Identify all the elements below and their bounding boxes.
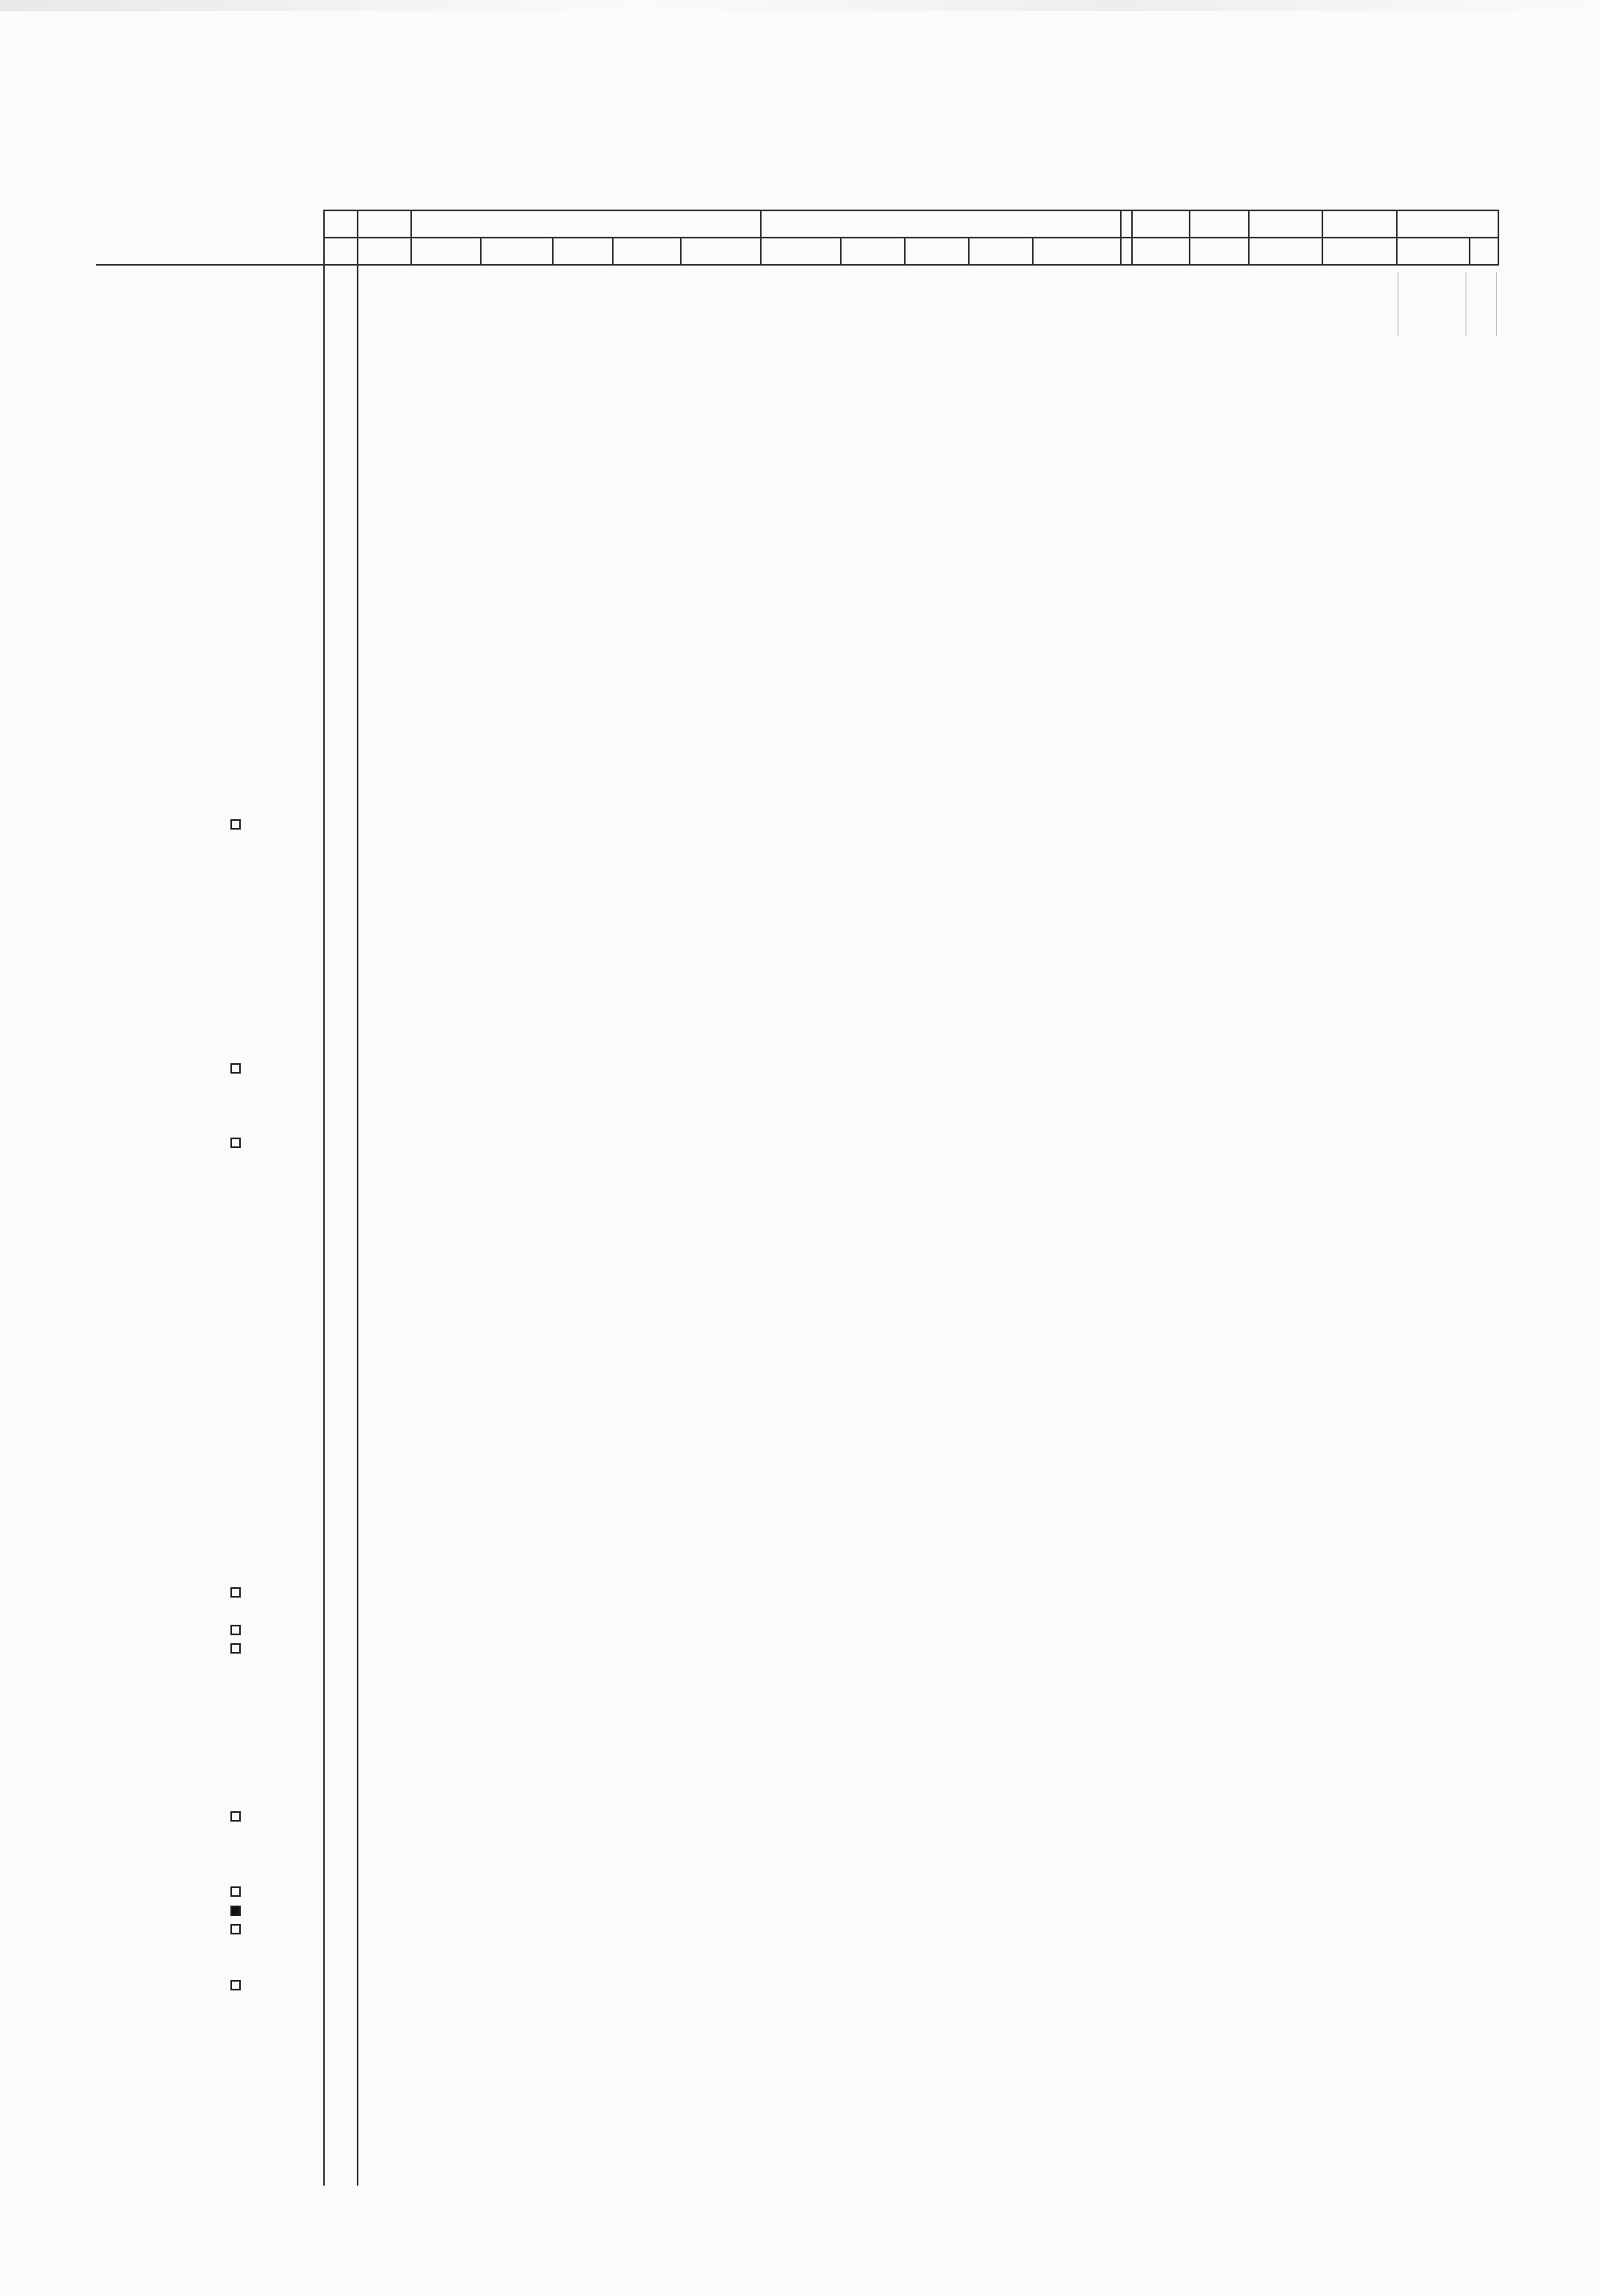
station-row [0, 1398, 1600, 1416]
station-row [0, 368, 1600, 386]
station-row [0, 1603, 1600, 1622]
square-icon [230, 1643, 241, 1654]
square-icon [230, 1811, 241, 1822]
station-row [0, 536, 1600, 554]
station-row [0, 966, 1600, 985]
station-row [0, 1660, 1600, 1678]
station-row [0, 1322, 1600, 1341]
station-row [0, 1229, 1600, 1247]
station-row [0, 667, 1600, 686]
station-row [0, 986, 1600, 1004]
station-row [0, 630, 1600, 648]
station-row [0, 1154, 1600, 1172]
station-row [0, 1491, 1600, 1510]
square-icon [230, 1980, 241, 1990]
station-row [0, 1903, 1600, 1922]
station-row [0, 1117, 1600, 1135]
station-row [0, 948, 1600, 966]
station-row [0, 1809, 1600, 1827]
station-row [0, 1098, 1600, 1116]
station-row [0, 330, 1600, 349]
station-row [0, 1697, 1600, 1715]
square-icon [230, 1924, 241, 1934]
station-row [0, 1304, 1600, 1322]
station-row [0, 1042, 1600, 1060]
station-row [0, 443, 1600, 462]
station-row [0, 406, 1600, 424]
filled-square-icon [230, 1906, 241, 1916]
station-row [0, 892, 1600, 910]
station-row [0, 1135, 1600, 1154]
station-row [0, 1716, 1600, 1734]
station-row [0, 1547, 1600, 1566]
station-row [0, 611, 1600, 630]
square-icon [230, 1886, 241, 1897]
station-row [0, 1173, 1600, 1191]
station-row [0, 1285, 1600, 1303]
square-icon [230, 819, 241, 830]
station-row [0, 817, 1600, 835]
station-row [0, 649, 1600, 667]
station-row [0, 1378, 1600, 1397]
station-row [0, 1210, 1600, 1229]
station-row [0, 1454, 1600, 1472]
station-row [0, 293, 1600, 311]
station-row [0, 480, 1600, 498]
station-row [0, 312, 1600, 330]
station-row [0, 1585, 1600, 1603]
station-row [0, 274, 1600, 293]
station-row [0, 1641, 1600, 1659]
square-icon [230, 1063, 241, 1074]
station-row [0, 1828, 1600, 1846]
station-row [0, 1510, 1600, 1528]
station-row [0, 1023, 1600, 1042]
station-row [0, 836, 1600, 854]
station-row [0, 424, 1600, 442]
scan-edge-artifact [0, 0, 1600, 11]
station-row [0, 1959, 1600, 1978]
station-row [0, 1622, 1600, 1641]
station-row [0, 1790, 1600, 1809]
station-row [0, 1435, 1600, 1454]
station-row [0, 1866, 1600, 1884]
station-row [0, 1884, 1600, 1902]
station-row [0, 1061, 1600, 1079]
station-row [0, 1922, 1600, 1940]
station-row [0, 1566, 1600, 1584]
station-row [0, 1846, 1600, 1865]
station-row [0, 686, 1600, 705]
station-row [0, 518, 1600, 536]
station-row [0, 1416, 1600, 1434]
station-row [0, 1734, 1600, 1753]
station-row [0, 874, 1600, 892]
station-row [0, 779, 1600, 798]
station-row [0, 930, 1600, 948]
station-row [0, 1360, 1600, 1378]
station-row [0, 1978, 1600, 1996]
station-row [0, 705, 1600, 723]
station-row [0, 592, 1600, 610]
station-row [0, 1529, 1600, 1547]
station-row [0, 723, 1600, 742]
station-row [0, 499, 1600, 518]
station-row [0, 1342, 1600, 1360]
station-row [0, 1004, 1600, 1022]
station-row [0, 574, 1600, 592]
station-row [0, 386, 1600, 405]
square-icon [230, 1587, 241, 1598]
station-row [0, 761, 1600, 779]
station-row [0, 854, 1600, 873]
station-row [0, 798, 1600, 817]
square-icon [230, 1625, 241, 1635]
square-icon [230, 1138, 241, 1148]
station-row [0, 1754, 1600, 1772]
station-row [0, 1266, 1600, 1285]
station-row [0, 1191, 1600, 1210]
